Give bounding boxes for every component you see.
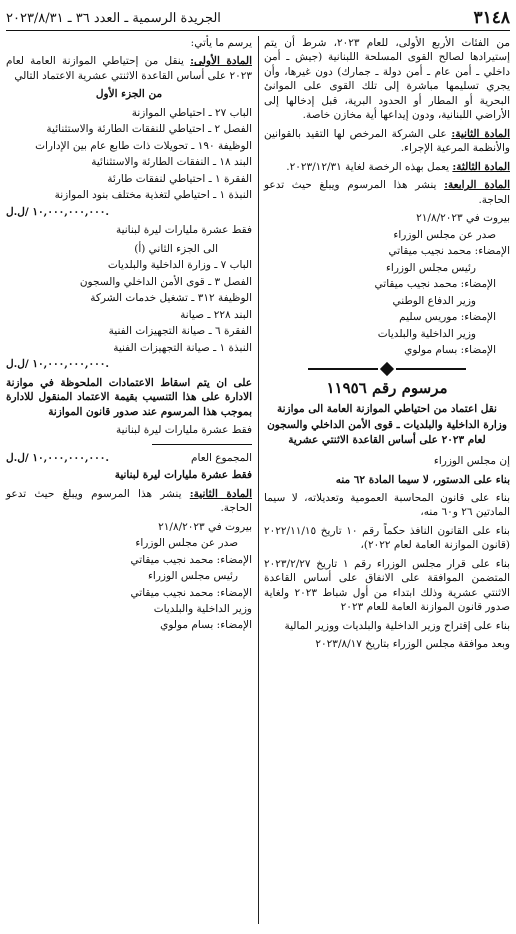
signature-2: الإمضاء: محمد نجيب ميقاتي [374, 278, 496, 291]
article-1-label: المادة الأولى: [190, 55, 252, 68]
dest-line-5: الفقرة ٦ ـ صيانة التجهيزات الفنية [108, 325, 252, 338]
left-pm-title: رئيس مجلس الوزراء [147, 570, 238, 583]
article-3-label: المادة الثالثة: [452, 160, 510, 173]
article-1-text: ينقل من إحتياطي الموازنة العامة لعام ٢٠٢٣ على أساس القاعدة الاثنتي عشرية الاعتماد التالي [6, 55, 252, 82]
total-amount: ١٠,٠٠٠,٠٠٠,٠٠٠ /ل.ل. [6, 451, 110, 464]
source-line-5: الفقرة ١ ـ احتياطي لنفقات طارئة [107, 172, 252, 185]
decree-title: مرسوم رقم ١١٩٥٦ [326, 378, 448, 397]
amount-1-words: فقط عشرة مليارات ليرة لبنانية [115, 224, 252, 237]
article-4 [264, 178, 510, 207]
signature-block [264, 211, 510, 357]
decree-subtitle: نقل اعتماد من احتياطي الموازنة العامة الى موازنة وزارة الداخلية والبلديات ـ قوى الأمن الداخلي والسجون لعام ٢٠٢٣ على أساس القاعدة الاثنتي عشرية [267, 403, 507, 446]
left-article-2 [6, 487, 252, 516]
article-4-text: ينشر هذا المرسوم ويبلغ حيث تدعو الحاجة. [264, 179, 510, 206]
page-number: ٣١٤٨ [473, 8, 510, 28]
article-1 [6, 54, 252, 83]
total-rule [152, 444, 252, 445]
separator-line [396, 368, 466, 370]
left-interior-minister: وزير الداخلية والبلديات [153, 602, 252, 615]
header-title: الجريدة الرسمية ـ العدد ٣٦ ـ ٢٠٢٣/٨/٣١ [6, 10, 221, 26]
article-2-text: على الشركة المرخص لها التقيد بالقوانين والأنظمة المرعية الإجراء. [264, 127, 510, 155]
left-issued-by: صدر عن مجلس الوزراء [135, 537, 238, 550]
left-signature-2: الإمضاء: محمد نجيب ميقاتي [130, 586, 252, 599]
article-4-label: المادة الرابعة: [444, 179, 510, 192]
signature-3: الإمضاء: موريس سليم [399, 311, 496, 324]
column-divider [258, 36, 259, 924]
dest-line-3: الوظيفة ٣١٢ ـ تشغيل خدمات الشركة [90, 292, 252, 305]
source-line-6: النبذة ١ ـ احتياطي لتغذية مختلف بنود الموازنة [54, 189, 252, 202]
reduction-note: على ان يتم اسقاط الاعتمادات الملحوظة في موازنة الادارة على هذا التنسيب بقيمة الاعتماد المنقول للادارة بموجب هذا المرسوم عند صدور قانون الموازنة [6, 376, 252, 418]
left-place-date: بيروت في ٢١/٨/٢٠٢٣ [158, 520, 252, 533]
separator-diamond [380, 362, 394, 376]
part-one-heading: من الجزء الأول [95, 88, 163, 101]
basis-paragraph-1: بناء على قانون المحاسبة العمومية وتعديلاته، لا سيما المادتين ٢٦ و٦٠ منه، [264, 492, 510, 519]
left-article-2-label: المادة الثانية: [189, 487, 252, 500]
signature-4: الإمضاء: بسام مولوي [404, 344, 496, 357]
left-signature-1: الإمضاء: محمد نجيب ميقاتي [130, 553, 252, 566]
dest-line-4: البند ٢٢٨ ـ صيانة [180, 308, 252, 321]
left-article-2-text: ينشر هذا المرسوم ويبلغ حيث تدعو الحاجة. [6, 487, 252, 515]
article-2 [264, 127, 510, 156]
interior-minister: وزير الداخلية والبلديات [377, 327, 476, 340]
basis-paragraph-4: بناء على إقتراح وزير الداخلية والبلديات ووزير المالية [284, 619, 510, 632]
basis-paragraph-5: وبعد موافقة مجلس الوزراء بتاريخ ٢٠٢٣/٨/١٧ [315, 638, 510, 651]
place-date: بيروت في ٢١/٨/٢٠٢٣ [416, 212, 510, 225]
dest-line-2: الفصل ٣ ـ قوى الأمن الداخلي والسجون [79, 275, 252, 288]
total-row [6, 451, 252, 465]
amount-2-words: فقط عشرة مليارات ليرة لبنانية [115, 424, 252, 437]
source-line-3: الوظيفة ١٩٠ ـ تحويلات ذات طابع عام بين الإدارات [35, 139, 252, 152]
source-line-1: الباب ٢٧ ـ احتياطي الموازنة [131, 106, 252, 119]
section-separator [264, 364, 510, 374]
left-signature-block [6, 520, 252, 633]
signature-1: الإمضاء: محمد نجيب ميقاتي [388, 245, 510, 258]
basis-paragraph-2: بناء على القانون النافذ حكماً رقم ١٠ تاريخ ٢٠٢٢/١١/١٥ (قانون الموازنة العامة لعام ٢٠٢٢)، [264, 524, 510, 552]
left-signature-3: الإمضاء: بسام مولوي [160, 619, 252, 632]
page-header [6, 6, 510, 31]
defense-minister: وزير الدفاع الوطني [392, 294, 476, 307]
separator-line [308, 368, 378, 370]
amount-1: ١٠,٠٠٠,٠٠٠,٠٠٠ /ل.ل. [6, 205, 110, 218]
article-3-text: يعمل بهذه الرخصة لغاية ٢٠٢٣/١٢/٣١. [286, 160, 450, 173]
constitution-basis: بناء على الدستور، لا سيما المادة ٦٢ منه [335, 473, 510, 486]
source-line-2: الفصل ٢ ـ احتياطي للنفقات الطارئة والاستثنائية [46, 123, 252, 136]
right-column [264, 36, 510, 928]
total-words: فقط عشرة مليارات ليرة لبنانية [114, 469, 252, 482]
council-line: إن مجلس الوزراء [433, 455, 510, 468]
intro-paragraph: من الفئات الأربع الأولى، للعام ٢٠٢٣، شرط أن يتم إستيرادها لصالح القوى المسلحة اللبنانية (جيش ـ أمن داخلي ـ أمن عام ـ أمن دولة ـ جمارك) دون غيرها، وأن يجري تسليمها مباشرة إلى تلك القوى على الموانئ البحرية أو المطار أو الحدود البرية، قبل إدخالها إلى الأراضي اللبنانية، ودون إيداعها أية مخازن خاصة. [264, 37, 510, 122]
decrees-line: يرسم ما يأتي: [190, 37, 252, 49]
total-label: المجموع العام [191, 451, 252, 464]
left-column [6, 36, 252, 928]
part-two-heading: الى الجزء الثاني (أ) [134, 242, 218, 255]
dest-line-1: الباب ٧ ـ وزارة الداخلية والبلديات [107, 259, 252, 272]
amount-2: ١٠,٠٠٠,٠٠٠,٠٠٠ /ل.ل. [6, 358, 110, 371]
article-3 [264, 160, 510, 174]
basis-paragraph-3: بناء على قرار مجلس الوزراء رقم ١ تاريخ ٢٠٢٣/٢/٢٧ المتضمن الموافقة على الانفاق على أساس القاعدة الاثنتي عشرية وذلك ابتداء من أول شباط ٢٠٢٣ ولغاية صدور قانون الموازنة العامة للعام ٢٠٢٣ [264, 557, 510, 614]
source-line-4: البند ١٨ ـ النفقات الطارئة والاستثنائية [91, 156, 252, 169]
pm-title: رئيس مجلس الوزراء [385, 261, 476, 274]
dest-line-6: النبذة ١ ـ صيانة التجهيزات الفنية [113, 341, 252, 354]
article-2-label: المادة الثانية: [451, 127, 510, 140]
issued-by: صدر عن مجلس الوزراء [393, 228, 496, 241]
